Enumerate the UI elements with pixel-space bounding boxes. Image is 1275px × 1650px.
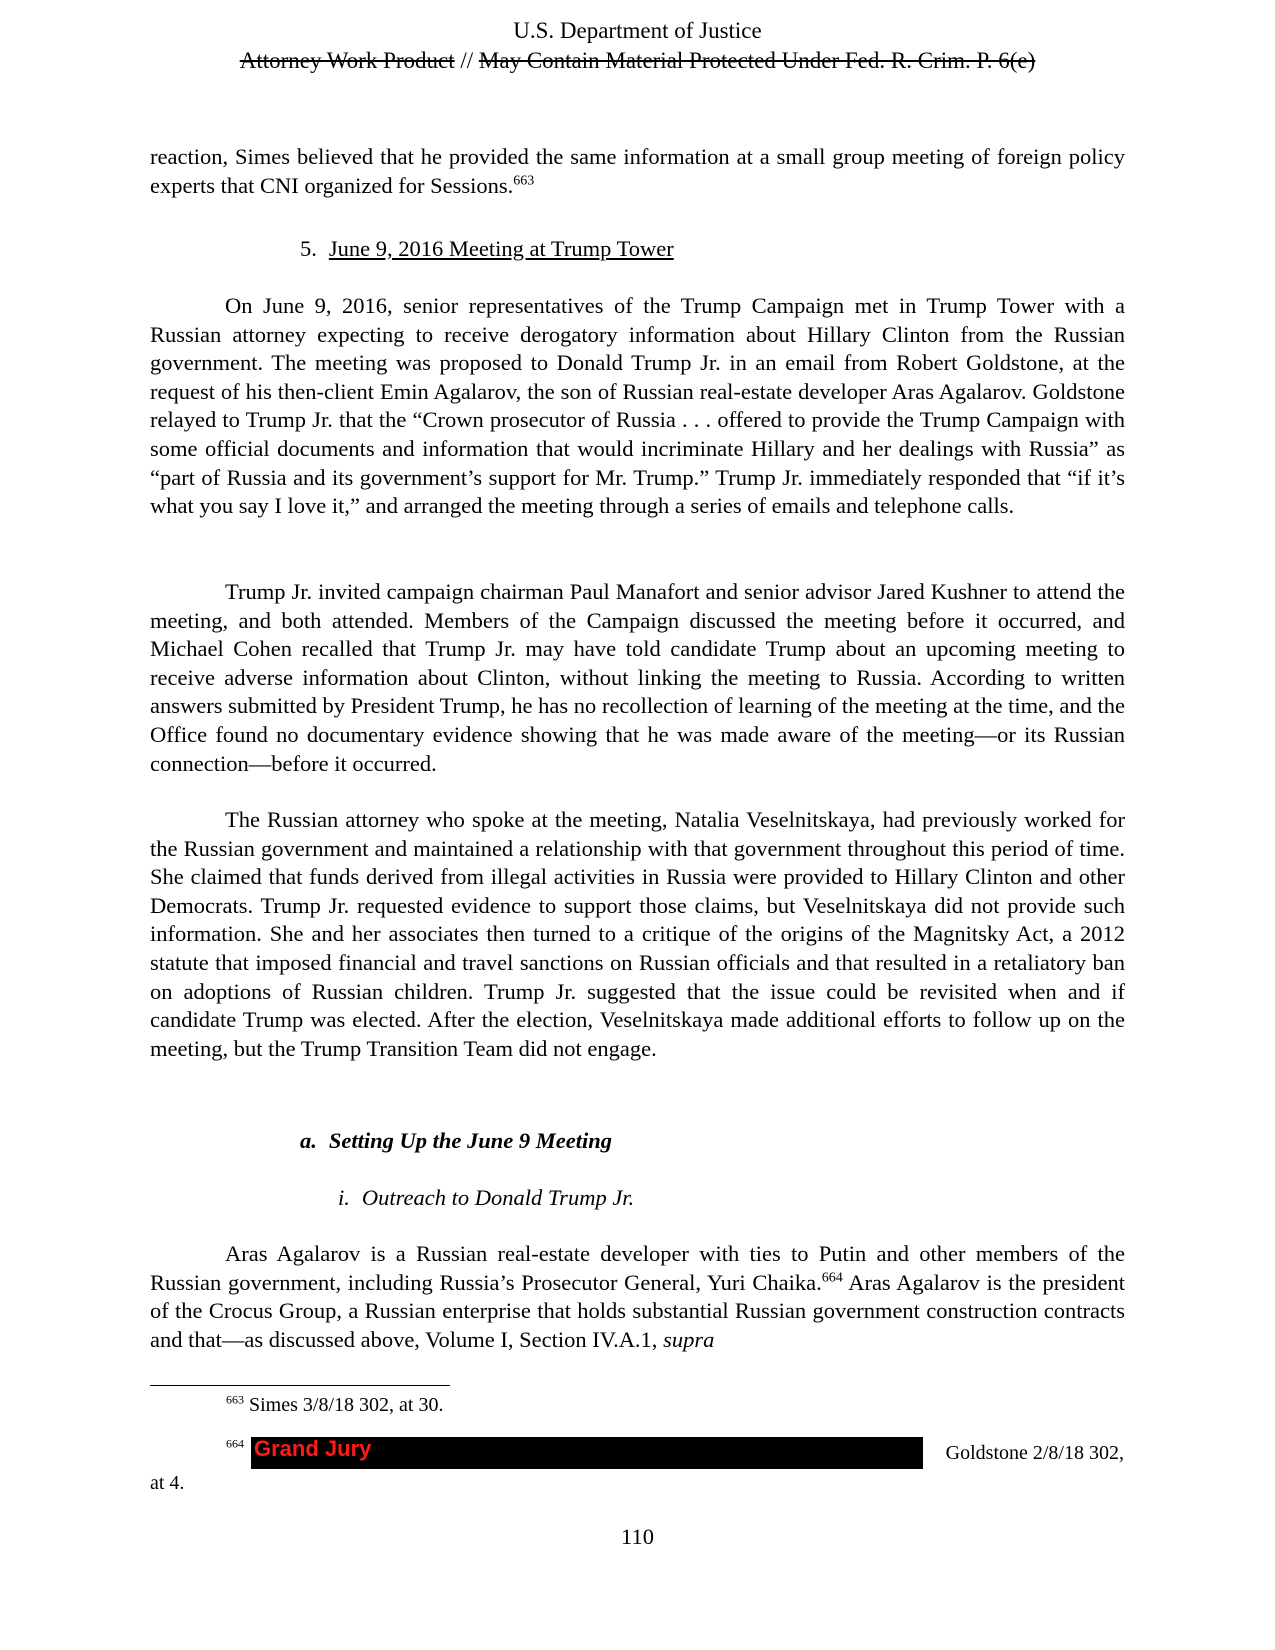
footnote-664-continuation (150, 1470, 184, 1496)
paragraph-4 (150, 1240, 1125, 1354)
paragraph-3 (150, 806, 1125, 1063)
redaction-label: Grand Jury (254, 1436, 372, 1461)
footnote-664-text (0, 1440, 1124, 1466)
section-heading (300, 235, 674, 263)
paragraph-4-italic-end: supra (663, 1326, 715, 1352)
page-number: 110 (621, 1524, 654, 1549)
intro-paragraph (150, 143, 1125, 200)
paragraph-1-text: On June 9, 2016, senior representatives of the Trump Campaign met in Trump Tower with a Russian attorney expecting to receive derogatory information about Hillary Clinton from the Russian government. The meeting was proposed to Donald Trump Jr. in an email from Robert Goldstone, at the request of his then-client Emin Agalarov, the son of Russian real-estate developer Aras Agalarov. Goldstone relayed to Trump Jr. that the “Crown prosecutor of Russia . . . offered to provide the Trump Campaign with some official documents and information that would incriminate Hillary and her dealings with Russia” as “part of Russia and its government’s support for Mr. Trump.” Trump Jr. immediately responded that “if it’s what you say I love it,” and arranged the meeting through a series of emails and telephone calls. (150, 293, 1125, 519)
department-name: U.S. Department of Justice (513, 18, 762, 43)
footnote-664-text-after: Goldstone 2/8/18 302, (945, 1442, 1124, 1464)
classification-separator: // (454, 48, 479, 73)
footnote-663-text: Simes 3/8/18 302, at 30. (249, 1394, 444, 1416)
footnote-664-number: 664 (226, 1436, 244, 1451)
paragraph-3-text: The Russian attorney who spoke at the meeting, Natalia Veselnitskaya, had previously worked for the Russian government and maintained a relationship with that government throughout this period of time. She claimed that funds derived from illegal activities in Russia were provided to Hillary Clinton and other Democrats. Trump Jr. requested evidence to support those claims, but Veselnitskaya did not provide such information. She and her associates then turned to a critique of the origins of the Magnitsky Act, a 2012 statute that imposed financial and travel sanctions on Russian officials and that resulted in a retaliatory ban on adoptions of Russian children. Trump Jr. suggested that the issue could be revisited when and if candidate Trump was elected. After the election, Veselnitskaya made additional efforts to follow up on the meeting, but the Trump Transition Team did not engage. (150, 807, 1125, 1061)
subheading-a-label: a. (300, 1128, 317, 1153)
paragraph-4-text-end: Aras Agalarov is the president of the Crocus Group, a Russian enterprise that holds substantial Russian government construction contracts and that—as discussed above, Volume I, Section IV.A.1, (150, 1269, 1125, 1352)
work-product-notice: Attorney Work Product (239, 48, 455, 73)
intro-paragraph-text: reaction, Simes believed that he provided the same information at a small group meeting of foreign policy experts that CNI organized for Sessions. (150, 144, 1125, 198)
footnote-divider (150, 1385, 450, 1386)
footnote-ref-664: 664 (821, 1270, 843, 1286)
paragraph-1 (150, 292, 1125, 521)
footnote-663-number: 663 (226, 1392, 244, 1407)
section-title: June 9, 2016 Meeting at Trump Tower (328, 236, 674, 261)
paragraph-4-text-start: Aras Agalarov is a Russian real-estate developer with ties to Putin and other members of the Russian government, including Russia’s Prosecutor General, Yuri Chaika. (150, 1241, 1125, 1295)
subheading-i-title: Outreach to Donald Trump Jr. (361, 1185, 635, 1210)
subheading-i (338, 1184, 634, 1212)
paragraph-2-text: Trump Jr. invited campaign chairman Paul Manafort and senior advisor Jared Kushner to attend the meeting, and both attended. Members of the Campaign discussed the meeting before it occurred, and Michael Cohen recalled that Trump Jr. may have told candidate Trump about an upcoming meeting to receive adverse information about Clinton, without linking the meeting to Russia. According to written answers submitted by President Trump, he has no recollection of learning of the meeting at the time, and the Office found no documentary evidence showing that he was made aware of the meeting—or its Russian connection—before it occurred. (150, 579, 1125, 776)
footnote-663 (226, 1392, 443, 1418)
footnote-ref-663: 663 (513, 173, 535, 189)
subheading-i-label: i. (338, 1185, 350, 1210)
subheading-a-title: Setting Up the June 9 Meeting (328, 1128, 613, 1153)
subheading-a (300, 1127, 612, 1155)
footnote-664-continuation-text: at 4. (150, 1472, 185, 1494)
classification-line (0, 46, 1275, 76)
paragraph-2 (150, 578, 1125, 778)
grand-jury-notice: May Contain Material Protected Under Fed. R. Crim. P. 6(e) (478, 48, 1036, 73)
section-number: 5. (300, 236, 317, 261)
document-header (0, 16, 1275, 76)
